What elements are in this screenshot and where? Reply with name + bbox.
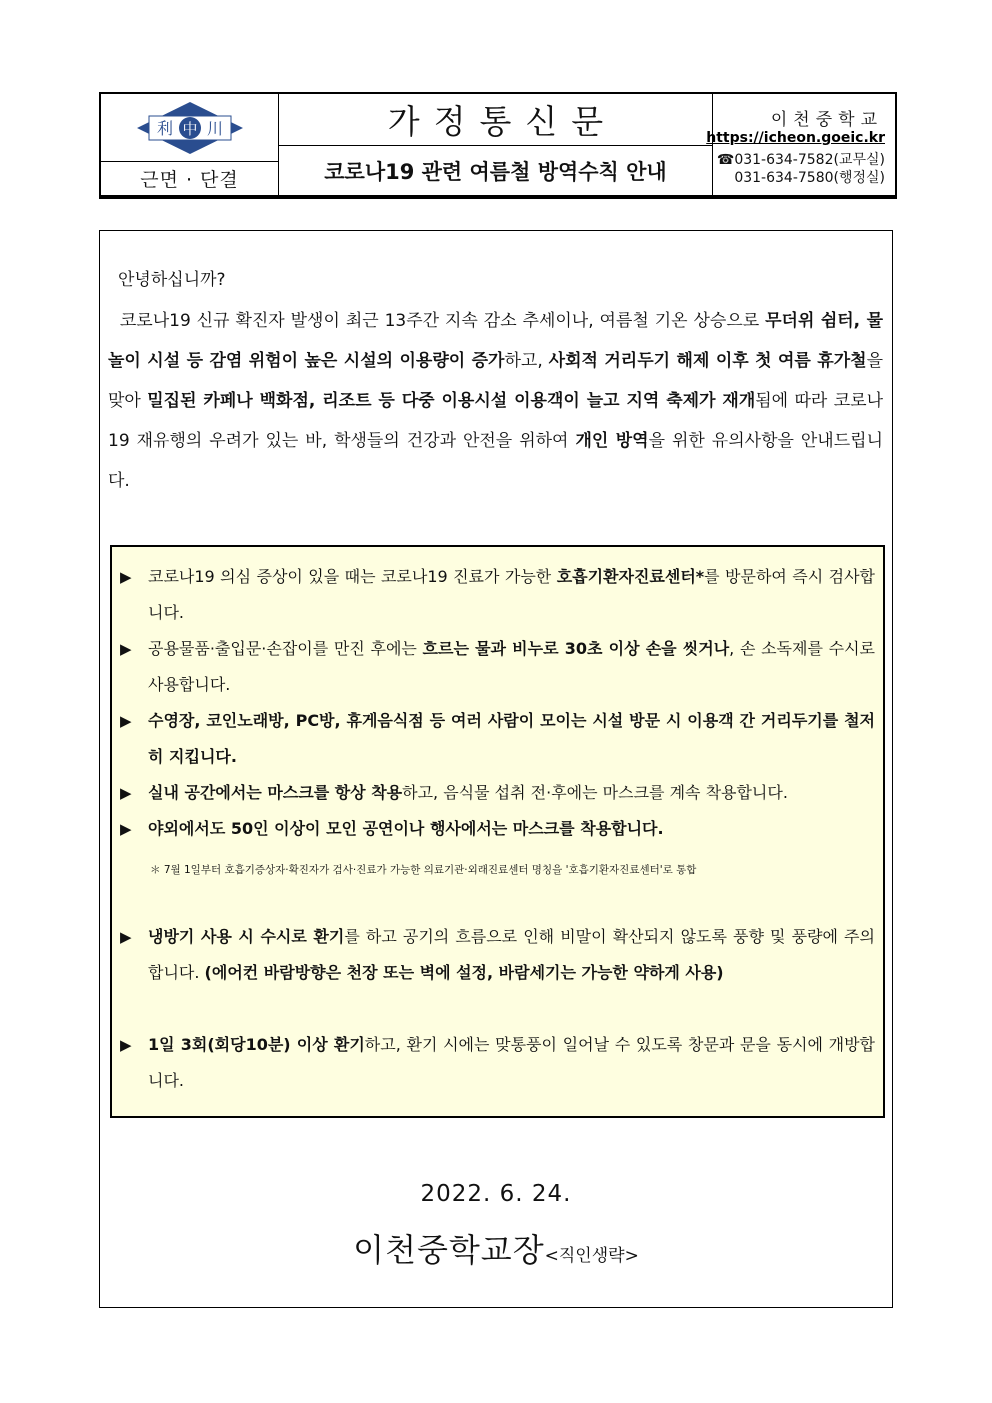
- notice-run-bold: 냉방기 사용 시 수시로 환기: [148, 927, 345, 946]
- school-phone-office: ☎031-634-7582(교무실): [716, 152, 885, 168]
- notice-run-text: , 손 소독제를 수시로 사용합니다.: [148, 639, 875, 694]
- school-logo: [101, 94, 278, 162]
- notice-run-text: 하고, 음식물 섭취 전·후에는 마스크를 계속 착용합니다.: [402, 783, 788, 802]
- notice-run-text: 하고, 환기 시에는 맞통풍이 일어날 수 있도록 창문과 문을 동시에 개방합니다.: [148, 1035, 876, 1090]
- letter-date: 2022. 6. 24.: [420, 1181, 572, 1207]
- school-emblem-icon: [135, 100, 245, 156]
- notice-run-text: 공용물품·출입문·손잡이를 만진 후에는: [148, 639, 423, 658]
- letter-body: [99, 230, 893, 1308]
- signature: [100, 1225, 892, 1271]
- intro-run-bold: 개인 방역: [575, 431, 649, 451]
- notice-item: [120, 703, 875, 775]
- notice-run-bold: 호흡기환자진료센터*: [556, 567, 705, 586]
- intro-run-text: 을 맞아: [108, 351, 883, 411]
- school-motto: 근면 · 단결: [140, 168, 239, 191]
- title-cell: [279, 94, 713, 195]
- notice-item: [120, 631, 875, 703]
- notice-run-bold: (에어컨 바람방향은 천장 또는 벽에 설정, 바람세기는 가능한 약하게 사용): [204, 963, 724, 982]
- document-subtitle: 코로나19 관련 여름철 방역수칙 안내: [324, 159, 667, 184]
- notice-item-text: [148, 1027, 875, 1099]
- notice-item: [120, 811, 875, 847]
- bullet-arrow-icon: ▶: [120, 1036, 132, 1054]
- notice-run-text: 를 방문하여 즉시 검사합니다.: [148, 567, 875, 622]
- logo-cell: [101, 94, 279, 195]
- intro-run-bold: 무더위 쉼터, 물놀이 시설 등 감염 위험이 높은 시설의 이용량이 증가: [108, 311, 883, 371]
- notice-run-text: 코로나19 의심 증상이 있을 때는 코로나19 진료가 가능한: [148, 567, 557, 586]
- notice-item-text: [148, 919, 875, 991]
- signer-name: 이천중학교장: [353, 1231, 545, 1269]
- bullet-arrow-icon: ▶: [120, 928, 132, 946]
- bullet-arrow-icon: ▶: [120, 784, 132, 802]
- seal-note: <직인생략>: [544, 1246, 639, 1266]
- bullet-arrow-icon: ▶: [120, 820, 132, 838]
- greeting: 안녕하십니까?: [118, 270, 226, 290]
- notice-run-bold: 1일 3회(회당10분) 이상 환기: [148, 1035, 365, 1054]
- header-divider: [99, 197, 897, 199]
- intro-run-text: 됨에 따라 코로나19 재유행의 우려가 있는 바, 학생들의 건강과 안전을 위하여: [108, 391, 883, 451]
- notice-run-bold: 실내 공간에서는 마스크를 항상 착용: [148, 783, 403, 802]
- intro-run-bold: 사회적 거리두기 해제 이후 첫 여름 휴가철: [548, 351, 867, 371]
- intro-run-bold: 밀집된 카페나 백화점, 리조트 등 다중 이용시설 이용객이 늘고 지역 축제가 재개: [147, 391, 756, 411]
- intro-run-text: 을 위한 유의사항을 안내드립니다.: [108, 431, 883, 491]
- letter-header: [99, 92, 897, 197]
- notice-item-text: [148, 703, 875, 775]
- notice-run-bold: 야외에서도 50인 이상이 모인 공연이나 행사에서는 마스크를 착용합니다.: [148, 819, 664, 838]
- logo-char-left: 利: [156, 118, 173, 138]
- notice-run-text: 를 하고 공기의 흐름으로 인해 비말이 확산되지 않도록 풍향 및 풍량에 주의합니다.: [148, 927, 875, 982]
- notice-item: [120, 775, 875, 811]
- intro-paragraph: [108, 301, 883, 501]
- bullet-arrow-icon: ▶: [120, 640, 132, 658]
- logo-char-center: 中: [181, 119, 198, 138]
- school-url-link[interactable]: https://icheon.goeic.kr: [706, 130, 885, 146]
- notice-item: [120, 919, 875, 991]
- bullet-arrow-icon: ▶: [120, 712, 132, 730]
- notice-item-text: [148, 775, 875, 811]
- bullet-arrow-icon: ▶: [120, 568, 132, 586]
- document-title: 가정통신문: [279, 94, 712, 146]
- notice-item-text: [148, 811, 875, 847]
- intro-run-text: 코로나19 신규 확진자 발생이 최근 13주간 지속 감소 추세이나, 여름철 기온 상승으로: [119, 311, 766, 331]
- notice-item: [120, 559, 875, 631]
- school-phone-admin: 031-634-7580(행정실): [734, 170, 885, 186]
- logo-char-right: 川: [206, 118, 223, 138]
- notice-item-text: [148, 631, 875, 703]
- notice-item: [120, 1027, 875, 1099]
- intro-run-text: 하고,: [504, 351, 549, 371]
- notice-box: [110, 545, 885, 1118]
- notice-run-bold: 수영장, 코인노래방, PC방, 휴게음식점 등 여러 사람이 모이는 시설 방문 시 이용객 간 거리두기를 철저히 지킵니다.: [148, 711, 875, 766]
- notice-item-text: [148, 559, 875, 631]
- school-name: 이천중학교: [770, 110, 883, 130]
- school-info-cell: [706, 94, 895, 195]
- notice-run-bold: 흐르는 물과 비누로 30초 이상 손을 씻거나: [422, 639, 730, 658]
- footnote: ＊ 7월 1일부터 호흡기증상자·확진자가 검사·진료가 가능한 의료기관·외래진료센터 명칭을 '호흡기환자진료센터'로 통합: [150, 864, 697, 876]
